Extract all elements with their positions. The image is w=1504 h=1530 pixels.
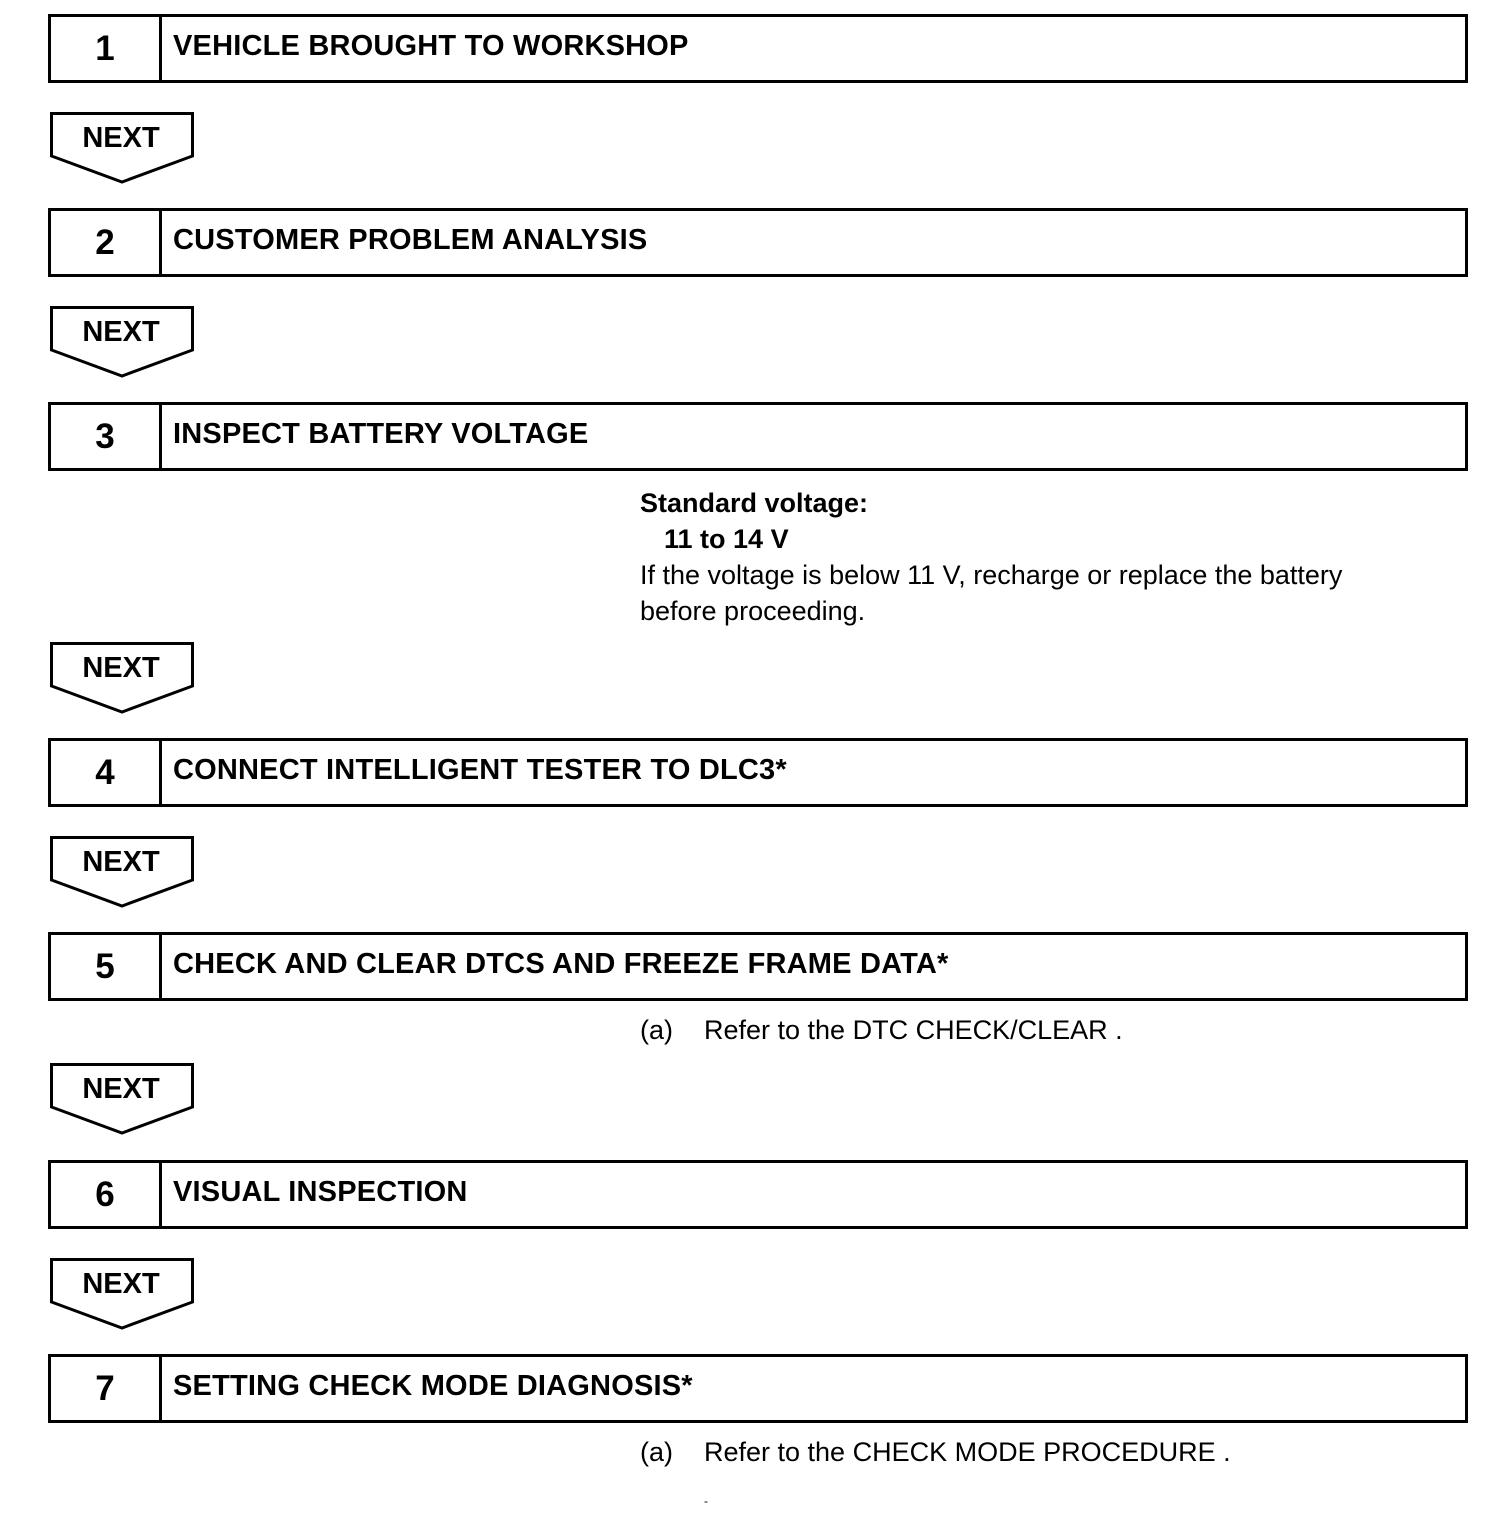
step-title: SETTING CHECK MODE DIAGNOSIS* bbox=[173, 1370, 693, 1402]
next-arrow-2 bbox=[50, 306, 194, 378]
next-label: NEXT bbox=[82, 122, 160, 154]
next-arrow-1 bbox=[50, 112, 194, 184]
reference-text: Refer to the CHECK MODE PROCEDURE . bbox=[704, 1437, 1231, 1467]
battery-instruction-line-2: before proceeding. bbox=[640, 596, 866, 626]
battery-instruction-line-1: If the voltage is below 11 V, recharge or replace the battery bbox=[640, 560, 1343, 590]
reference-text: Refer to the DTC CHECK/CLEAR . bbox=[704, 1015, 1123, 1045]
step-number: 4 bbox=[51, 741, 162, 804]
step-title: CONNECT INTELLIGENT TESTER TO DLC3* bbox=[173, 754, 787, 786]
step-box-4 bbox=[48, 738, 1468, 807]
next-label: NEXT bbox=[82, 1268, 160, 1300]
step-title: CHECK AND CLEAR DTCS AND FREEZE FRAME DATA* bbox=[173, 948, 949, 980]
next-arrow-4 bbox=[50, 836, 194, 908]
next-arrow-3 bbox=[50, 642, 194, 714]
next-label: NEXT bbox=[82, 1073, 160, 1105]
step-title: VISUAL INSPECTION bbox=[173, 1176, 468, 1208]
step-box-2 bbox=[48, 208, 1468, 277]
reference-label: (a) bbox=[640, 1015, 673, 1045]
step-box-3 bbox=[48, 402, 1468, 471]
step-title: CUSTOMER PROBLEM ANALYSIS bbox=[173, 224, 648, 256]
next-label: NEXT bbox=[82, 316, 160, 348]
standard-voltage-value: 11 to 14 V bbox=[664, 524, 789, 554]
next-label: NEXT bbox=[82, 846, 160, 878]
step-number: 6 bbox=[51, 1163, 162, 1226]
trailing-mark: - bbox=[704, 1494, 708, 1508]
reference-label: (a) bbox=[640, 1437, 673, 1467]
step-number: 2 bbox=[51, 211, 162, 274]
step-box-7 bbox=[48, 1354, 1468, 1423]
step-title: VEHICLE BROUGHT TO WORKSHOP bbox=[173, 30, 689, 62]
dtc-check-reference bbox=[640, 1015, 1123, 1046]
step-box-5 bbox=[48, 932, 1468, 1001]
step-box-6 bbox=[48, 1160, 1468, 1229]
next-arrow-5 bbox=[50, 1063, 194, 1135]
step-number: 3 bbox=[51, 405, 162, 468]
step-number: 5 bbox=[51, 935, 162, 998]
standard-voltage-heading: Standard voltage: bbox=[640, 488, 869, 518]
step-number: 1 bbox=[51, 17, 162, 80]
next-label: NEXT bbox=[82, 652, 160, 684]
step-box-1 bbox=[48, 14, 1468, 83]
check-mode-reference bbox=[640, 1437, 1231, 1468]
step-title: INSPECT BATTERY VOLTAGE bbox=[173, 418, 589, 450]
step-number: 7 bbox=[51, 1357, 162, 1420]
battery-voltage-note bbox=[640, 485, 1342, 629]
next-arrow-6 bbox=[50, 1258, 194, 1330]
